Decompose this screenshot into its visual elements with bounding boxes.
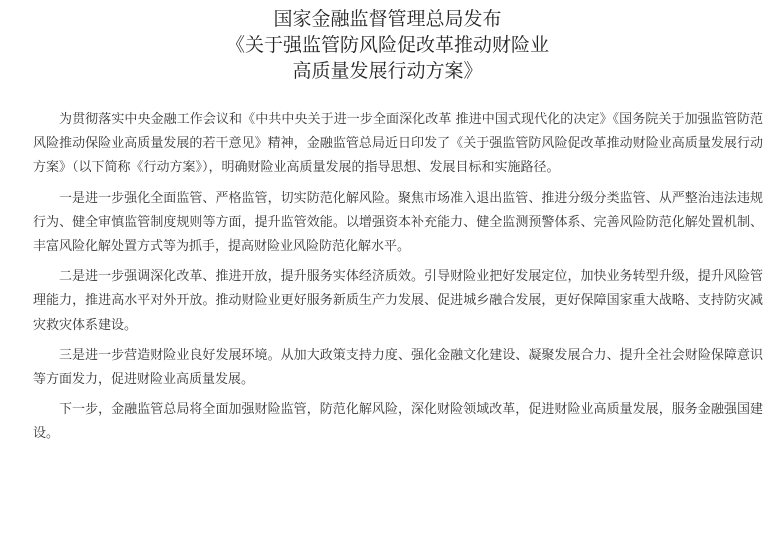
title-line-1: 国家金融监督管理总局发布 <box>273 8 502 30</box>
paragraph-next-step: 下一步，金融监管总局将全面加强财险监管，防范化解风险，深化财险领域改革，促进财险业高质量发展，服务金融强国建设。 <box>33 402 763 442</box>
paragraph-point-1: 一是进一步强化全面监管、严格监管，切实防范化解风险。聚焦市场准入退出监管、推进分级分类监管、从严整治违法违规行为、健全审慎监管制度规则等方面，提升监管效能。以增强资本补充能力、健全监测预警体系、完善风险防范化解处置机制、丰富风险化解处置方式等为抓手，提高财险业风险防范化解水平。 <box>33 190 763 255</box>
paragraph-point-2: 二是进一步强调深化改革、推进开放，提升服务实体经济质效。引导财险业把好发展定位，加快业务转型升级，提升风险管理能力，推进高水平对外开放。推动财险业更好服务新质生产力发展、促进城乡融合发展，更好保障国家重大战略、支持防灾减灾救灾体系建设。 <box>33 269 763 333</box>
title-line-2: 《关于强监管防风险促改革推动财险业 <box>225 34 549 56</box>
paragraph-intro: 为贯彻落实中央金融工作会议和《中共中央关于进一步全面深化改革 推进中国式现代化的决定》《国务院关于加强监管防范风险推动保险业高质量发展的若干意见》精神，金融监管总局近日印发了《关于强监管防风险促改革推动财险业高质量发展行动方案》（以下简称《行动方案》），明确财险业高质量发展的指导思想、发展目标和实施路径。 <box>33 112 763 176</box>
paragraph-point-3: 三是进一步营造财险业良好发展环境。从加大政策支持力度、强化金融文化建设、凝聚发展合力、提升全社会财险保障意识等方面发力，促进财险业高质量发展。 <box>33 347 763 388</box>
article-header <box>0 6 775 84</box>
title-line-3: 高质量发展行动方案》 <box>292 60 483 82</box>
article-body <box>33 108 763 453</box>
